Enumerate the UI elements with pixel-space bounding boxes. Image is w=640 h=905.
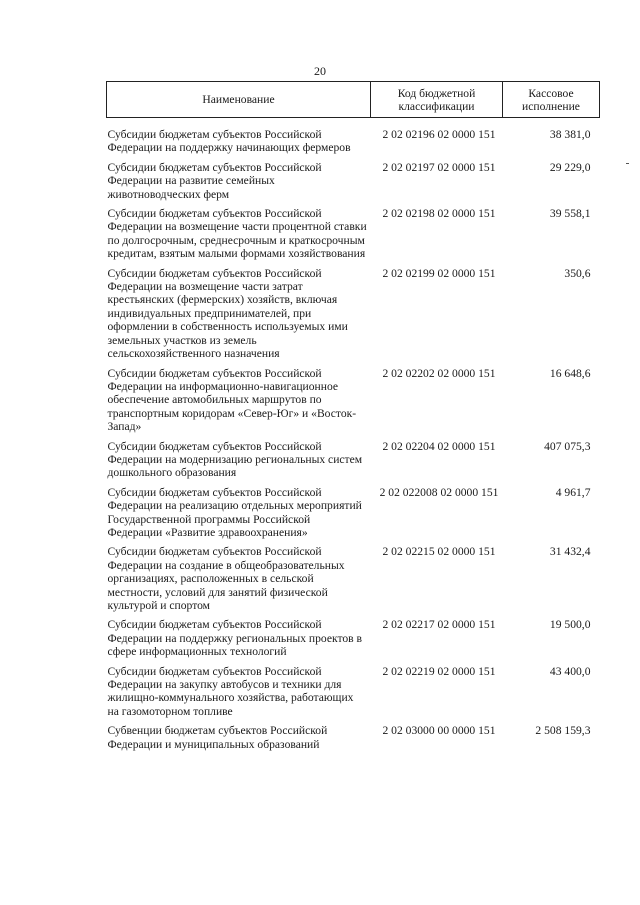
row-code: 2 02 02199 02 0000 151 <box>382 266 496 280</box>
row-code: 2 02 02198 02 0000 151 <box>382 207 496 221</box>
table-row <box>107 665 600 725</box>
row-name: Субсидии бюджетам субъектов Российской Федерации на развитие семейных животноводческих ферм <box>107 160 322 201</box>
row-amount: 4 961,7 <box>555 485 591 499</box>
margin-mark <box>626 163 629 164</box>
row-name: Субсидии бюджетам субъектов Российской Федерации на информационно-навигационное обеспечение автомобильных маршрутов по транспортным коридорам «Север-Юг» и «Восток-Запад» <box>107 366 357 434</box>
page-number: 20 <box>314 64 326 78</box>
row-code: 2 02 02215 02 0000 151 <box>382 545 496 559</box>
row-name: Субсидии бюджетам субъектов Российской Федерации на создание в общеобразовательных организациях, расположенных в сельской местности, условий для занятий физической культурой и спортом <box>107 545 345 612</box>
row-amount: 16 648,6 <box>549 366 591 380</box>
table-row <box>107 161 600 207</box>
row-amount: 31 432,4 <box>549 545 591 559</box>
header-name: Наименование <box>107 82 371 118</box>
row-name: Субсидии бюджетам субъектов Российской Федерации на закупку автобусов и техники для жилищно-коммунального хозяйства, работающих на газомоторном топливе <box>107 664 354 718</box>
table-row <box>107 440 600 486</box>
row-code: 2 02 02219 02 0000 151 <box>382 664 496 678</box>
row-name: Субсидии бюджетам субъектов Российской Федерации на модернизацию региональных систем дошкольного образования <box>107 439 363 480</box>
row-amount: 39 558,1 <box>549 207 591 221</box>
row-name: Субвенции бюджетам субъектов Российской Федерации и муниципальных образований <box>107 724 328 751</box>
row-code: 2 02 02204 02 0000 151 <box>382 439 496 453</box>
table-row <box>107 618 600 664</box>
row-code: 2 02 03000 00 0000 151 <box>382 724 496 738</box>
row-amount: 2 508 159,3 <box>535 724 591 738</box>
row-code: 2 02 02202 02 0000 151 <box>382 366 496 380</box>
table-row <box>107 118 600 161</box>
table-row <box>107 207 600 267</box>
table-row <box>107 267 600 367</box>
row-name: Субсидии бюджетам субъектов Российской Федерации на возмещение части затрат крестьянских (фермерских) хозяйств, включая индивидуальных предпринимателей, при оформлении в собственность используемых ими земельных участков из земель сельскохозяйственного назначения <box>107 266 348 361</box>
row-amount: 407 075,3 <box>544 439 591 453</box>
header-code: Код бюджетной классификации <box>371 82 503 118</box>
header-amount: Кассовое исполнение <box>503 82 600 118</box>
row-amount: 350,6 <box>564 266 591 280</box>
table-row <box>107 724 600 757</box>
row-code: 2 02 02196 02 0000 151 <box>382 128 496 141</box>
row-amount: 29 229,0 <box>549 160 591 174</box>
row-name: Субсидии бюджетам субъектов Российской Федерации на возмещение части процентной ставки по долгосрочным, среднесрочным и краткосрочным кредитам, взятым малыми формами хозяйствования <box>107 207 367 261</box>
row-code: 2 02 02217 02 0000 151 <box>382 618 496 632</box>
table-row <box>107 486 600 546</box>
row-name: Субсидии бюджетам субъектов Российской Федерации на реализацию отдельных мероприятий Государственной программы Российской Федерации «Развитие здравоохранения» <box>107 485 362 539</box>
table-header-row <box>107 82 600 118</box>
table-row <box>107 545 600 618</box>
row-name: Субсидии бюджетам субъектов Российской Федерации на поддержку начинающих фермеров <box>107 128 351 155</box>
row-name: Субсидии бюджетам субъектов Российской Федерации на поддержку региональных проектов в сфере информационных технологий <box>107 618 363 659</box>
budget-execution-table <box>106 81 600 757</box>
row-amount: 43 400,0 <box>549 664 591 678</box>
table-row <box>107 367 600 440</box>
row-code: 2 02 022008 02 0000 151 <box>379 485 499 499</box>
row-code: 2 02 02197 02 0000 151 <box>382 160 496 174</box>
row-amount: 19 500,0 <box>549 618 591 632</box>
row-amount: 38 381,0 <box>549 128 591 141</box>
